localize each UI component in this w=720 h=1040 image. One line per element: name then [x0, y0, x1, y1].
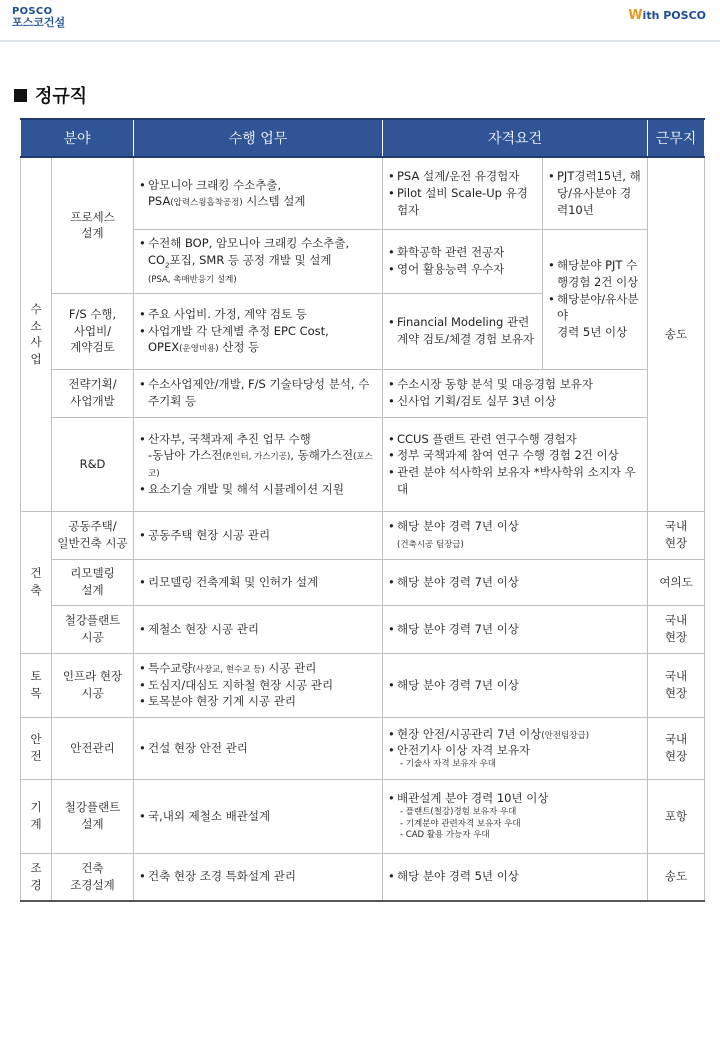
location-cell: 포항	[648, 779, 705, 853]
group-building: 건축	[21, 511, 52, 653]
group-safety: 안전	[21, 717, 52, 779]
header-field: 분야	[21, 119, 134, 157]
list-item: • 도심지/대심도 지하철 현장 시공 관리	[139, 677, 377, 694]
list-item	[139, 431, 377, 481]
table-row	[21, 559, 705, 605]
text-fragment: 포집, SMR 등 공정 개발 및 설계	[169, 252, 332, 267]
text-fragment: 현장 안전/시공관리 7년 이상	[397, 726, 542, 741]
qualification-cell	[383, 653, 648, 717]
field-landscape: 건축 조경설계	[52, 853, 134, 901]
text-fragment: (P.인터, 가스기공)	[222, 452, 291, 463]
list-item: • 해당 분야 경력 7년 이상	[388, 574, 642, 591]
sub-note: - CAD 활용 가능자 우대	[400, 830, 490, 841]
text-fragment: 해당분야/유사분야	[557, 291, 639, 323]
qualification-cell	[383, 293, 543, 369]
text-fragment: , 동해가스전	[290, 448, 354, 463]
text-fragment: 암모니아 크래킹 수소추출,	[148, 177, 282, 192]
header-location: 근무지	[648, 119, 705, 157]
list-item: • 토목분야 현장 기계 시공 관리	[139, 693, 377, 710]
table-row	[21, 605, 705, 653]
qualification-cell	[383, 779, 648, 853]
sub-note: - 기술사 자격 보유자 우대	[400, 758, 496, 769]
with-posco-logo	[628, 8, 706, 23]
group-mech: 기계	[21, 779, 52, 853]
duty-cell	[134, 853, 383, 901]
text-fragment: PSA	[148, 194, 171, 209]
duty-cell	[134, 417, 383, 511]
text-fragment: 특수교량	[148, 660, 193, 675]
with-posco-text: ith POSCO	[642, 9, 706, 22]
qualification-cell	[543, 157, 648, 229]
list-item: • Pilot 설비 Scale-Up 유경험자	[388, 185, 537, 218]
list-item: • 수소시장 동향 분석 및 대응경험 보유자	[388, 376, 642, 393]
table-row	[21, 779, 705, 853]
list-item	[139, 660, 377, 677]
location-cell: 국내 현장	[648, 653, 705, 717]
field-mech: 철강플랜트 설계	[52, 779, 134, 853]
list-item	[139, 323, 377, 356]
field-fs: F/S 수행, 사업비/ 계약검토	[52, 293, 134, 369]
header-divider	[0, 40, 720, 42]
text-fragment: 산정 등	[218, 340, 260, 355]
section-title	[14, 82, 87, 108]
header-duty: 수행 업무	[134, 119, 383, 157]
list-item: • PSA 설계/운전 유경험자	[388, 168, 537, 185]
list-item: • 건축 현장 조경 특화설계 관리	[139, 868, 377, 885]
list-item: • 신사업 기획/검토 실무 3년 이상	[388, 393, 642, 410]
text-fragment: (PSA, 촉매반응기 설계)	[148, 275, 237, 286]
text-fragment: 경력 5년 이상	[557, 325, 628, 339]
job-table	[20, 118, 705, 902]
text-fragment: 시스템 설계	[242, 194, 306, 209]
text-fragment: 수전해 BOP, 암모니아 크래킹 수소추출,	[148, 236, 350, 251]
qualification-cell	[383, 417, 648, 511]
logo-english: POSCO	[12, 6, 53, 17]
field-safety: 안전관리	[52, 717, 134, 779]
text-fragment: (안전팀장급)	[541, 730, 590, 741]
qualification-cell	[383, 157, 543, 229]
qualification-cell	[383, 369, 648, 417]
list-item	[139, 235, 377, 287]
table-row	[21, 717, 705, 779]
text-fragment: -동남아 가스전	[148, 448, 223, 463]
table-row	[21, 653, 705, 717]
text-fragment: (사장교, 현수교 등)	[192, 664, 265, 675]
text-fragment: CO	[148, 252, 166, 267]
text-fragment: 해당 분야 경력 7년 이상	[397, 519, 519, 534]
list-item: • 영어 활용능력 우수자	[388, 261, 537, 278]
text-fragment: 산자부, 국책과제 추진 업무 수행	[148, 431, 311, 446]
group-landscape: 조경	[21, 853, 52, 901]
list-item: • 공동주택 현장 시공 관리	[139, 527, 377, 544]
text-fragment: 2	[165, 261, 170, 270]
field-rnd: R&D	[52, 417, 134, 511]
duty-cell	[134, 779, 383, 853]
list-item: • 정부 국책과제 참여 연구 수행 경험 2건 이상	[388, 447, 642, 464]
duty-cell	[134, 653, 383, 717]
duty-cell	[134, 511, 383, 559]
square-bullet-icon	[14, 89, 27, 102]
list-item: • Financial Modeling 관련 계약 검토/체결 경험 보유자	[388, 314, 537, 347]
list-item: • 리모델링 건축계획 및 인허가 설계	[139, 574, 377, 591]
duty-cell	[134, 293, 383, 369]
list-item: • 배관설계 분야 경력 10년 이상	[388, 790, 642, 807]
qualification-cell	[543, 229, 648, 369]
list-item: • 요소기술 개발 및 해석 시뮬레이션 지원	[139, 481, 377, 498]
text-fragment: (포스코)	[148, 452, 373, 479]
list-item: • 주요 사업비. 가정, 계약 검토 등	[139, 306, 377, 323]
table-row	[21, 369, 705, 417]
list-item: • 해당 분야 경력 7년 이상	[388, 677, 642, 694]
logo-korean: 포스코건설	[12, 16, 66, 29]
table-row	[21, 157, 705, 229]
location-cell: 송도	[648, 157, 705, 511]
list-item: • 해당 분야 경력 5년 이상	[388, 868, 642, 885]
list-item: • 해당분야 PJT 수행경험 2건 이상	[548, 257, 642, 290]
list-item: • 관련 분야 석사학위 보유자 *박사학위 소지자 우대	[388, 464, 642, 497]
list-item: • 건설 현장 안전 관리	[139, 740, 377, 757]
qualification-cell	[383, 605, 648, 653]
text-fragment: 시공 관리	[264, 660, 317, 675]
qualification-cell	[383, 717, 648, 779]
location-cell: 국내 현장	[648, 717, 705, 779]
text-fragment: OPEX	[148, 340, 180, 355]
location-cell: 송도	[648, 853, 705, 901]
field-strategy: 전략기획/ 사업개발	[52, 369, 134, 417]
table-header-row	[21, 119, 705, 157]
text-fragment: (운영비용)	[179, 344, 219, 355]
sub-note: - 플랜트(철강)경험 보유자 우대	[400, 807, 517, 818]
list-item: • 해당 분야 경력 7년 이상	[388, 621, 642, 638]
duty-cell	[134, 229, 383, 293]
sub-note: - 기계분야 관련자격 보유자 우대	[400, 818, 521, 829]
list-item	[388, 518, 642, 551]
text-fragment: (건축시공 팀장급)	[397, 540, 464, 550]
qualification-cell	[383, 511, 648, 559]
qualification-cell	[383, 853, 648, 901]
list-item: • 제철소 현장 시공 관리	[139, 621, 377, 638]
page-header	[0, 0, 720, 42]
list-item: • CCUS 플랜트 관련 연구수행 경험자	[388, 431, 642, 448]
location-cell: 국내 현장	[648, 511, 705, 559]
duty-cell	[134, 717, 383, 779]
table-row	[21, 853, 705, 901]
duty-cell	[134, 157, 383, 229]
field-remodel: 리모델링 설계	[52, 559, 134, 605]
qualification-cell	[383, 229, 543, 293]
text-fragment: (압력스윙흡착공정)	[170, 198, 243, 209]
list-item: • 수소사업제안/개발, F/S 기술타당성 분석, 수주기획 등	[139, 376, 377, 409]
table-row	[21, 417, 705, 511]
field-steel-build: 철강플랜트 시공	[52, 605, 134, 653]
duty-cell	[134, 559, 383, 605]
header-qualification: 자격요건	[383, 119, 648, 157]
list-item	[139, 177, 377, 210]
list-item: • 화학공학 관련 전공자	[388, 244, 537, 261]
list-item: • 안전기사 이상 자격 보유자	[388, 742, 642, 759]
location-cell: 여의도	[648, 559, 705, 605]
list-item	[388, 726, 642, 743]
field-infra: 인프라 현장 시공	[52, 653, 134, 717]
location-cell: 국내 현장	[648, 605, 705, 653]
table-row	[21, 511, 705, 559]
field-process: 프로세스 설계	[52, 157, 134, 293]
list-item: • 국,내외 제철소 배관설계	[139, 808, 377, 825]
duty-cell	[134, 605, 383, 653]
group-civil: 토목	[21, 653, 52, 717]
group-hydrogen: 수소 사업	[21, 157, 52, 511]
list-item: • PJT경력15년, 해당/유사분야 경력10년	[548, 168, 642, 218]
section-title-text: 정규직	[35, 86, 88, 107]
field-housing: 공동주택/ 일반건축 시공	[52, 511, 134, 559]
posco-logo	[12, 6, 65, 29]
duty-cell	[134, 369, 383, 417]
text-fragment: 사업개발 각 단계별 추정 EPC Cost,	[148, 323, 329, 338]
with-w-glyph: W	[628, 8, 643, 23]
list-item	[548, 291, 642, 341]
qualification-cell	[383, 559, 648, 605]
